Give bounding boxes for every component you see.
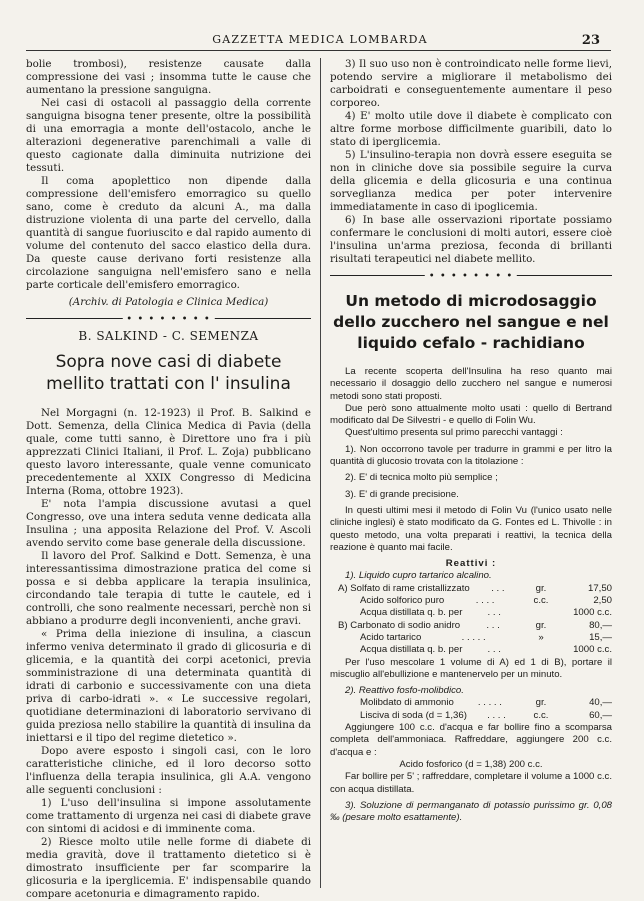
source-citation: (Archiv. di Patologia e Clinica Medica) <box>68 296 269 308</box>
conclusion-item: 4) E' molto utile dove il diabete è complicato con altre forme morbose difficilmente guaribili, dato lo stato di iperglicemia. <box>330 110 612 148</box>
article-title: Sopra nove casi di diabete mellito trattati con l' insulina <box>46 352 291 394</box>
reagent-quantity: 2,50 <box>593 595 612 607</box>
paragraph: In questi ultimi mesi il metodo di Folin Vu (l'unico usato nelle cliniche inglesi) è stato modificato da G. Fontes ed L. Thivolle : in questo metodo, una volta preparati i reattivi, la tecnica della reazione è quanto mai facile. <box>330 504 612 553</box>
reagent-quantity: 1000 c.c. <box>573 644 612 656</box>
reagent-label: B) Carbonato di sodio anidro <box>338 619 461 631</box>
reagent-label: Acido tartarico <box>360 631 422 643</box>
reagent-row <box>330 644 612 656</box>
advantage-item: 2). E' di tecnica molto più semplice ; <box>345 472 498 484</box>
reagent-quantity: 17,50 <box>587 582 612 594</box>
reagent-label: Acido solforico puro <box>360 595 445 607</box>
reagent-row <box>330 697 612 709</box>
reagent-unit: c.c. <box>533 709 549 721</box>
article-title: Un metodo di microdosaggio dello zucchero nel sangue e nel liquido cefalo - rachidiano <box>333 292 609 352</box>
reagent-label: Acqua distillata q. b. per <box>360 607 463 619</box>
reagent-unit: gr. <box>535 697 547 709</box>
advantage-item: 1). Non occorrono tavole per tradurre in grammi e per litro la quantità di glucosio trovata con la titolazione : <box>330 443 612 468</box>
reagent-row <box>330 607 612 619</box>
article-authors: B. SALKIND - C. SEMENZA <box>78 329 259 343</box>
reagent-label: Acqua distillata q. b. per <box>360 644 463 656</box>
reagent-row <box>330 583 612 595</box>
reagent-label: Molibdato di ammonio <box>360 697 454 709</box>
ornamental-divider: • • • • • • • • <box>26 314 311 324</box>
reagent-row <box>330 595 612 607</box>
reagent-quantity: 80,— <box>589 619 612 631</box>
reagent-quantity: 1000 c.c. <box>573 607 612 619</box>
column-divider <box>320 58 321 888</box>
reagent-title: 3). Soluzione di permanganato di potassio purissimo gr. 0,08 ‰ (pesare molto esattamente). <box>330 799 612 824</box>
reagent-unit: c.c. <box>533 595 549 607</box>
reagent-row <box>330 620 612 632</box>
reagent-unit: gr. <box>535 582 547 594</box>
leader-dots: . . . <box>487 607 501 619</box>
paragraph: La recente scoperta dell'Insulina ha reso quanto mai necessario il dosaggio dello zucchero nel sangue e numerosi metodi sono stati proposti. <box>330 366 612 402</box>
leader-dots: . . . . . <box>461 631 486 643</box>
journal-title: GAZZETTA MEDICA LOMBARDA <box>212 33 428 46</box>
reagent-quantity: 40,— <box>589 697 612 709</box>
reagents-heading: Reattivi : <box>445 558 497 570</box>
reagent-title: 2). Reattivo fosfo-molibdico. <box>345 685 464 697</box>
reagent-unit: gr. <box>535 619 547 631</box>
reagent-line: Acido fosforico (d = 1,38) 200 c.c. <box>399 758 543 770</box>
leader-dots: . . . . <box>475 595 495 607</box>
paragraph: Nei casi di ostacoli al passaggio della corrente sanguigna bisogna tener presente, oltre la possibilità di una emorragia a monte dell'ostacolo, anche le alterazioni degenerative parenchimali a valle di questo cagionate dalla diminuita nutrizione dei tessuti. <box>26 97 311 174</box>
leader-dots: . . . . . <box>477 697 502 709</box>
reagent-unit <box>526 607 556 619</box>
left-column <box>26 58 311 901</box>
reagent-row <box>330 632 612 644</box>
conclusion-item: 5) L'insulino-terapia non dovrà essere eseguita se non in cliniche dove sia possibile seguire la curva della glicemia e della glicosuria e una continua sorveglianza medica per poter intervenire immediatamente in caso di ipoglicemia. <box>330 149 612 213</box>
paragraph: Nel Morgagni (n. 12-1923) il Prof. B. Salkind e Dott. Semenza, della Clinica Medica di Pavia (della quale, come tutti sanno, è Direttore uno fra i più apprezzati Clinici Italiani, il Prof. L. Zoja) pubblicano questo lavoro interessante, quale venne comunicato precedentemente al XXIX Congresso di Medicina Interna (Roma, ottobre 1923). <box>26 407 311 497</box>
paragraph: Far bollire per 5' ; raffreddare, completare il volume a 1000 c.c. con acqua distillata. <box>330 771 612 795</box>
paragraph: « Prima della iniezione di insulina, a ciascun infermo veniva determinato il grado di glicosuria e di glicemia, e la quantità dei corpi acetonici, previa somministrazione di una determinata quantità di idrati di carbonio e successivamente con una dieta priva di carbo-idrati ». « Le successive regolari, quotidiane determinazioni di laboratorio servivano di guida preziosa nello stabilire la quantità di insulina da iniettarsi e il tipo del regime dietetico ». <box>26 628 311 744</box>
conclusion-item: 3) Il suo uso non è controindicato nelle forme lievi, potendo servire a migliorare il metabolismo dei carboidrati e conseguentemente aumentare il peso corporeo. <box>330 58 612 109</box>
conclusion-item: 6) In base alle osservazioni riportate possiamo confermare le conclusioni di molti autori, essere cioè l'insulina un'arma preziosa, feconda di brillanti risultati terapeutici nel diabete mellito. <box>330 214 612 265</box>
conclusion-item: 1) L'uso dell'insulina si impone assolutamente come trattamento di urgenza nei casi di diabete grave con sintomi di acidosi e di imminente coma. <box>26 797 311 835</box>
paragraph: Il lavoro del Prof. Salkind e Dott. Semenza, è una interessantissima dimostrazione pratica del come si possa e si debba applicare la terapia insulinica, circondando tale terapia di tutte le cautele, ed i controlli, che sono realmente necessari, perchè non si abbiano a produrre degli inconvenienti, anche gravi. <box>26 550 311 627</box>
reagent-label: Lisciva di soda (d = 1,36) <box>360 709 467 721</box>
paragraph: Aggiungere 100 c.c. d'acqua e far bollire fino a scomparsa completa dell'ammoniaca. Raffreddare, aggiungere 200 c.c. d'acqua e : <box>330 722 612 758</box>
running-header <box>40 33 600 49</box>
leader-dots: . . . <box>487 644 501 656</box>
reagent-row <box>330 710 612 722</box>
page-number: 23 <box>581 33 600 48</box>
paragraph: Per l'uso mescolare 1 volume di A) ed 1 di B), portare il miscuglio all'ebullizione e mantenervelo per un minuto. <box>330 656 612 680</box>
leader-dots: . . . . <box>487 709 506 721</box>
reagent-title: 1). Liquido cupro tartarico alcalino. <box>345 570 492 582</box>
conclusion-item: 2) Riesce molto utile nelle forme di diabete di media gravità, dove il trattamento dietetico si è dimostrato insufficiente per far scomparire la glicosuria e la iperglicemia. E' indispensabile quando compare acetonuria e dimagramento rapido. <box>26 836 311 900</box>
advantage-item: 3). E' di grande precisione. <box>345 488 459 500</box>
right-column <box>330 58 612 824</box>
reagent-quantity: 15,— <box>589 631 612 643</box>
paragraph: Due però sono attualmente molto usati : quello di Bertrand modificato dal De Silvestri - e quello di Folin Wu. <box>330 402 612 427</box>
paragraph: E' nota l'ampia discussione avutasi a quel Congresso, ove una intera seduta venne dedicata alla Insulina ; una apposita Relazione del Prof. V. Ascoli avendo servito come base generale della discussione. <box>26 498 311 549</box>
reagent-label: A) Solfato di rame cristallizzato <box>338 582 470 594</box>
header-rule <box>26 50 611 51</box>
leader-dots: . . . <box>486 619 500 631</box>
paragraph: Il coma apoplettico non dipende dalla compressione dell'emisfero emorragico su quello sano, come è creduto da alcuni A., ma dalla distruzione violenta di una parte del cervello, dalla quantità di sangue fuoriuscito e dal rapido aumento di volume del contenuto del sacco elastico della dura. Da queste cause derivano forti resistenze alla circolazione sanguigna nell'emisfero sano e nella parte corticale dell'emisfero emorragico. <box>26 175 311 291</box>
reagent-unit: » <box>538 631 544 643</box>
reagent-table <box>330 697 612 722</box>
paragraph: Dopo avere esposto i singoli casi, con le loro caratteristiche cliniche, ed il loro decorso sotto l'influenza della terapia insulinica, gli A.A. vengono alle seguenti conclusioni : <box>26 745 311 796</box>
leader-dots: . . . <box>491 582 505 594</box>
ornamental-divider: • • • • • • • • <box>330 271 612 281</box>
reagent-quantity: 60,— <box>589 709 612 721</box>
paragraph: Quest'ultimo presenta sul primo parecchi vantaggi : <box>345 427 563 439</box>
reagent-table <box>330 583 612 657</box>
paragraph: bolie trombosi), resistenze causate dalla compressione dei vasi ; insomma tutte le cause che aumentano la pressione sanguigna. <box>26 58 311 96</box>
reagent-unit <box>526 644 556 656</box>
